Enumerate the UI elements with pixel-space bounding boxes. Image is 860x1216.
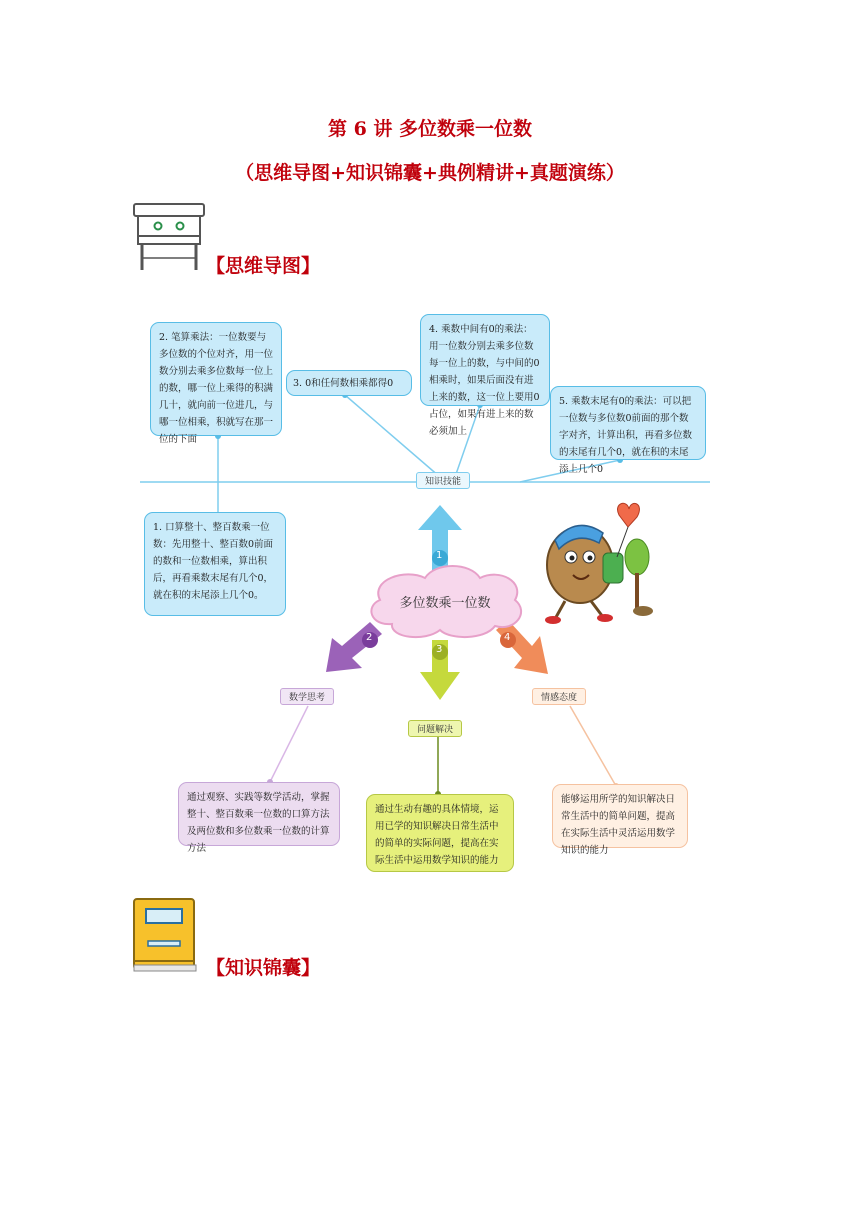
card-attitude: 能够运用所学的知识解决日常生活中的简单问题，提高在实际生活中灵活运用数学知识的能力 [552, 784, 688, 848]
number-1: 1 [436, 550, 443, 561]
cabinet-icon [130, 200, 208, 274]
card-math-thinking: 通过观察、实践等数学活动，掌握整十、整百数乘一位数的口算方法及两位数和多位数乘一位数的计算方法 [178, 782, 340, 846]
tag-thinking: 数学思考 [280, 688, 334, 705]
book-icon [130, 895, 200, 975]
knowledge-heading: 【知识锦囊】 [206, 957, 321, 979]
arrow-down-right-attitude [496, 620, 548, 674]
number-4: 4 [504, 632, 511, 643]
mindmap-heading: 【思维导图】 [206, 255, 321, 277]
card-written-multiplication: 2. 笔算乘法：一位数要与多位数的个位对齐，用一位数分别去乘多位数每一位上的数，哪一位上乘得的积满几十，就向前一位进几，与哪一位相乘，积就写在那一位的下面 [150, 322, 282, 436]
tag-knowledge: 知识技能 [416, 472, 470, 489]
center-topic: 多位数乘一位数 [399, 596, 491, 611]
card-oral-calculation: 1. 口算整十、整百数乘一位数：先用整十、整百数0前面的数和一位数相乘，算出积后，再看乘数末尾有几个0，就在积的末尾添上几个0。 [144, 512, 286, 616]
mind-map [130, 300, 730, 880]
card-end-zero: 5. 乘数末尾有0的乘法：可以把一位数与多位数0前面的那个数字对齐，计算出积，再看多位数的末尾有几个0，就在积的末尾添上几个0 [550, 386, 706, 460]
lecture-title: 第 6 讲 多位数乘一位数 [327, 118, 533, 140]
lecture-subtitle: （思维导图+知识锦囊+典例精讲+真题演练） [235, 162, 625, 184]
card-problem-solving: 通过生动有趣的具体情境，运用已学的知识解决日常生活中的简单的实际问题，提高在实际生活中运用数学知识的能力 [366, 794, 514, 872]
tag-attitude: 情感态度 [532, 688, 586, 705]
number-2: 2 [366, 632, 373, 643]
card-middle-zero: 4. 乘数中间有0的乘法：用一位数分别去乘多位数每一位上的数，与中间的0相乘时，如果后面没有进上来的数，这一位上要用0占位，如果有进上来的数必须加上 [420, 314, 550, 406]
number-3: 3 [436, 644, 443, 655]
tag-problem: 问题解决 [408, 720, 462, 737]
card-zero-rule: 3. 0和任何数相乘都得0 [286, 370, 412, 396]
potato-mascot-illustration [525, 495, 665, 625]
